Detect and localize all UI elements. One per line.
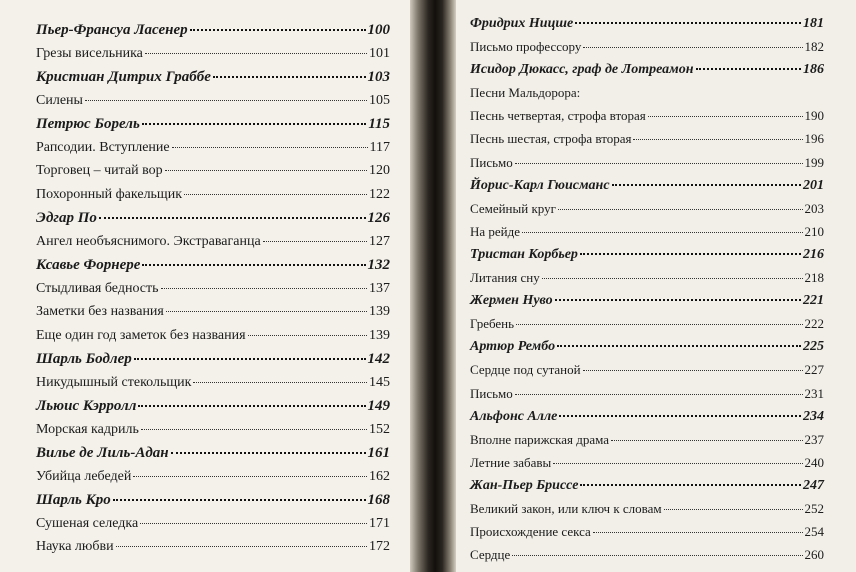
dot-leader (580, 253, 801, 255)
toc-work-entry (36, 328, 390, 352)
entry-title: Вилье де Лиль-Адан (36, 445, 169, 461)
toc-author-entry (36, 351, 390, 375)
entry-page-number: 234 (803, 408, 824, 424)
entry-page-number: 190 (804, 108, 824, 124)
dot-leader (664, 509, 803, 510)
toc-work-entry (36, 234, 390, 258)
dot-leader (142, 123, 366, 125)
toc-author-entry (470, 16, 824, 39)
entry-page-number: 227 (804, 362, 824, 378)
dot-leader (515, 163, 803, 164)
dot-leader (190, 29, 366, 31)
entry-title: Семейный круг (470, 200, 556, 216)
dot-leader (134, 358, 366, 360)
entry-page-number: 171 (369, 515, 390, 531)
toc-work-entry (470, 455, 824, 478)
entry-title: Наука любви (36, 539, 114, 554)
dot-leader (113, 499, 366, 501)
toc-work-entry (470, 386, 824, 409)
entry-page-number: 100 (367, 22, 390, 38)
toc-work-entry (470, 316, 824, 339)
dot-leader (696, 68, 801, 70)
dot-leader (193, 382, 367, 383)
dot-leader (575, 22, 801, 24)
toc-author-entry (36, 22, 390, 46)
entry-title: Вполне парижская драма (470, 431, 610, 447)
dot-leader (515, 394, 803, 395)
dot-leader (171, 452, 366, 454)
toc-work-entry (36, 375, 390, 399)
toc-work-entry (470, 501, 824, 524)
toc-work-entry (36, 281, 390, 305)
entry-title: Льюис Кэрролл (36, 398, 137, 414)
entry-page-number: 172 (369, 539, 390, 554)
entry-page-number: 101 (369, 45, 390, 61)
dot-leader (165, 170, 367, 171)
toc-author-entry (36, 257, 390, 281)
dot-leader (593, 532, 803, 533)
entry-title: Пьер-Франсуа Ласенер (36, 22, 188, 38)
dot-leader (580, 484, 801, 486)
entry-title: Эдгар По (36, 210, 97, 226)
entry-page-number: 139 (369, 304, 390, 319)
entry-title: Еще один год заметок без названия (36, 327, 246, 343)
toc-work-entry (470, 270, 824, 293)
entry-title: Силены (36, 92, 83, 108)
toc-work-entry (36, 422, 390, 446)
toc-author-entry (470, 62, 824, 85)
toc-work-entry (470, 201, 824, 224)
entry-title: Сердце под сутаной (470, 362, 581, 378)
dot-leader (648, 116, 803, 117)
entry-title: Убийца лебедей (36, 468, 132, 484)
toc-work-entry (470, 108, 824, 131)
dot-leader (559, 415, 801, 417)
toc-work-entry (470, 432, 824, 455)
entry-page-number: 196 (804, 131, 824, 147)
entry-title: Письмо (470, 385, 513, 401)
toc-list-left (36, 22, 390, 563)
entry-page-number: 117 (369, 139, 390, 155)
dot-leader (248, 335, 367, 336)
entry-title: Происхождение секса (470, 524, 591, 540)
entry-page-number: 105 (369, 92, 390, 108)
entry-page-number: 203 (804, 200, 824, 216)
dot-leader (542, 278, 803, 279)
entry-page-number: 127 (369, 233, 390, 249)
entry-title: Заметки без названия (36, 304, 164, 319)
right-page (456, 0, 856, 572)
entry-page-number: 199 (804, 154, 824, 170)
entry-title: Песни Мальдорора: (470, 85, 581, 101)
entry-page-number: 218 (804, 270, 824, 286)
entry-page-number: 231 (804, 385, 824, 401)
entry-page-number: 145 (369, 374, 390, 390)
toc-work-entry (36, 539, 390, 563)
toc-author-entry (36, 116, 390, 140)
entry-page-number: 181 (803, 16, 824, 31)
toc-author-entry (36, 69, 390, 93)
entry-page-number: 254 (804, 524, 824, 540)
entry-title: Фридрих Ницше (470, 16, 574, 31)
dot-leader (633, 139, 802, 140)
dot-leader (172, 147, 368, 148)
entry-title: Письмо (470, 154, 513, 170)
dot-leader (558, 209, 803, 210)
dot-leader (522, 232, 802, 233)
entry-page-number: 240 (804, 454, 824, 470)
entry-title: Торговец – читай вор (36, 163, 163, 178)
dot-leader (555, 299, 801, 301)
entry-page-number: 221 (803, 293, 824, 309)
toc-work-entry (470, 524, 824, 547)
toc-work-entry (36, 187, 390, 211)
entry-title: Шарль Кро (36, 492, 111, 508)
toc-author-entry (36, 398, 390, 422)
entry-title: Ангел необъяснимого. Экстраваганца (36, 233, 261, 249)
toc-list-right (470, 16, 824, 570)
entry-title: Гребень (470, 316, 515, 332)
entry-page-number: 237 (804, 431, 824, 447)
dot-leader (138, 405, 365, 407)
entry-title: Никудышный стекольщик (36, 374, 192, 390)
toc-author-entry (470, 178, 824, 201)
toc-work-entry (470, 131, 824, 154)
entry-title: Артюр Рембо (470, 339, 556, 355)
entry-page-number: 210 (804, 223, 824, 239)
entry-page-number: 225 (803, 339, 824, 355)
entry-page-number: 162 (369, 468, 390, 484)
entry-title: На рейде (470, 223, 521, 239)
toc-work-entry (36, 163, 390, 187)
entry-page-number: 139 (369, 327, 390, 343)
entry-title: Письмо профессору (470, 39, 582, 55)
dot-leader (141, 429, 367, 430)
toc-work-entry (470, 547, 824, 570)
entry-page-number: 152 (369, 421, 390, 437)
dot-leader (140, 523, 367, 524)
dot-leader (557, 345, 801, 347)
dot-leader (583, 47, 802, 48)
toc-author-entry (470, 247, 824, 270)
entry-title: Стыдливая бедность (36, 280, 159, 296)
dot-leader (583, 370, 803, 371)
entry-title: Морская кадриль (36, 421, 139, 437)
entry-title: Рапсодии. Вступление (36, 139, 170, 155)
dot-leader (553, 463, 802, 464)
entry-title: Тристан Корбьер (470, 246, 578, 262)
dot-leader (612, 184, 801, 186)
toc-author-entry (470, 409, 824, 432)
dot-leader (99, 217, 366, 219)
dot-leader (142, 264, 365, 266)
entry-page-number: 216 (803, 246, 824, 262)
entry-title: Летние забавы (470, 454, 552, 470)
toc-author-entry (470, 339, 824, 362)
dot-leader (85, 100, 367, 101)
dot-leader (213, 76, 366, 78)
entry-page-number: 252 (804, 500, 824, 516)
toc-work-entry (470, 85, 824, 108)
entry-title: Литания сну (470, 270, 540, 286)
dot-leader (184, 194, 367, 195)
entry-page-number: 222 (804, 316, 824, 332)
dot-leader (512, 555, 802, 556)
toc-work-entry (470, 224, 824, 247)
toc-work-entry (36, 469, 390, 493)
dot-leader (161, 288, 367, 289)
left-page (0, 0, 410, 572)
entry-title: Великий закон, или ключ к словам (470, 500, 662, 516)
entry-title: Ксавье Форнере (36, 257, 141, 273)
dot-leader (611, 440, 802, 441)
toc-work-entry (36, 304, 390, 328)
entry-page-number: 137 (369, 280, 390, 296)
dot-leader (263, 241, 367, 242)
entry-page-number: 120 (369, 163, 390, 178)
entry-page-number: 149 (367, 398, 390, 414)
entry-page-number: 126 (367, 210, 390, 226)
toc-work-entry (470, 155, 824, 178)
dot-leader (166, 311, 367, 312)
toc-author-entry (36, 492, 390, 516)
entry-title: Шарль Бодлер (36, 351, 132, 367)
entry-page-number: 182 (804, 39, 824, 55)
dot-leader (133, 476, 367, 477)
entry-page-number: 103 (367, 69, 390, 85)
entry-title: Кристиан Дитрих Граббе (36, 69, 211, 85)
toc-author-entry (36, 210, 390, 234)
toc-author-entry (470, 478, 824, 501)
entry-page-number: 161 (367, 445, 390, 461)
entry-title: Альфонс Алле (470, 408, 558, 424)
entry-page-number: 201 (803, 177, 824, 193)
entry-title: Петрюс Борель (36, 116, 140, 132)
entry-page-number: 142 (367, 351, 390, 367)
toc-work-entry (36, 140, 390, 164)
entry-page-number: 132 (367, 257, 390, 273)
entry-title: Жан-Пьер Бриссе (470, 477, 579, 493)
toc-work-entry (36, 93, 390, 117)
toc-author-entry (36, 445, 390, 469)
dot-leader (116, 546, 367, 547)
entry-title: Жермен Нуво (470, 293, 553, 309)
toc-work-entry (470, 39, 824, 62)
toc-work-entry (36, 46, 390, 70)
toc-author-entry (470, 293, 824, 316)
book-gutter (410, 0, 456, 572)
dot-leader (145, 53, 367, 54)
entry-title: Похоронный факельщик (36, 186, 183, 202)
entry-title: Исидор Дюкасс, граф де Лотреамон (470, 62, 694, 78)
entry-title: Йорис-Карл Гюисманс (470, 177, 610, 193)
entry-page-number: 122 (369, 186, 390, 202)
entry-page-number: 168 (367, 492, 390, 508)
entry-title: Сердце (470, 547, 511, 563)
entry-title: Песнь шестая, строфа вторая (470, 131, 632, 147)
entry-title: Грезы висельника (36, 45, 143, 61)
entry-page-number: 260 (804, 547, 824, 563)
entry-page-number: 186 (803, 62, 824, 78)
entry-title: Сушеная селедка (36, 515, 139, 531)
entry-page-number: 115 (368, 116, 390, 132)
toc-work-entry (470, 362, 824, 385)
dot-leader (516, 324, 802, 325)
entry-title: Песнь четвертая, строфа вторая (470, 108, 646, 124)
entry-page-number: 247 (803, 477, 824, 493)
toc-work-entry (36, 516, 390, 540)
